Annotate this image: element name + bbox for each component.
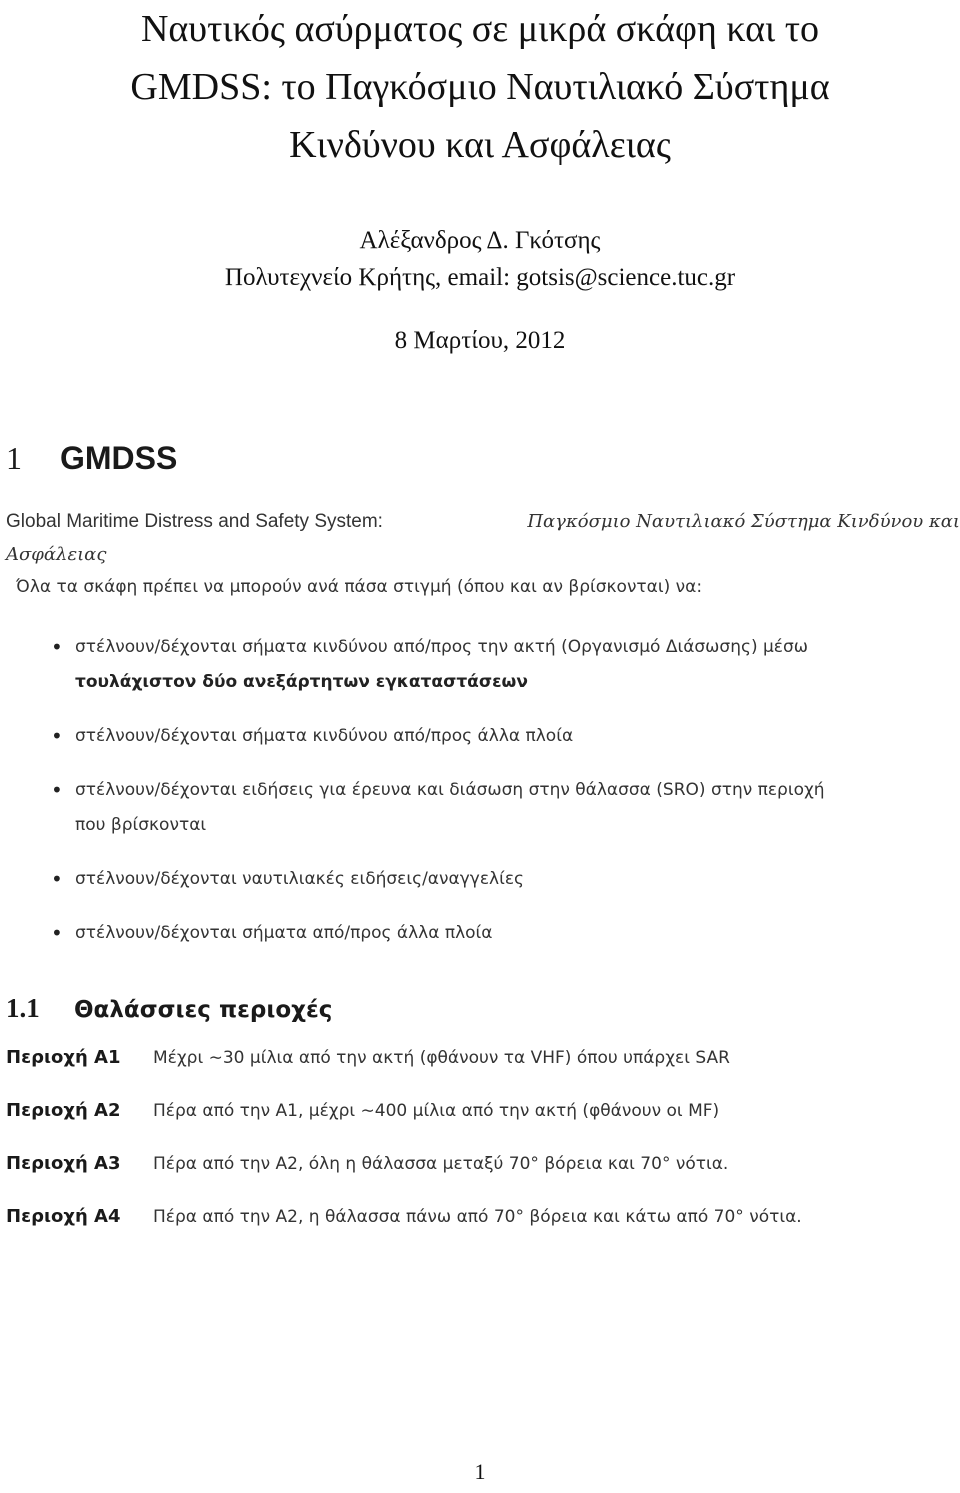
author-affiliation: Πολυτεχνείο Κρήτης, email: gotsis@science.tuc.gr [224, 264, 736, 291]
sea-area-label: Περιοχή A1 [6, 1047, 121, 1068]
sea-area-label: Περιοχή A3 [6, 1153, 121, 1174]
intro-greek-translation: Παγκόσμιο Ναυτιλιακό Σύστημα Κινδύνου και [527, 511, 960, 532]
intro-greek-translation-cont: Ασφάλειας [6, 544, 107, 565]
section-intro [6, 505, 960, 604]
sea-area-description: Πέρα από την A1, μέχρι ∼400 μίλια από την ακτή (φθάνουν οι MF) [153, 1101, 720, 1121]
intro-lead-text: Όλα τα σκάφη πρέπει να μπορούν ανά πάσα στιγμή (όπου και αν βρίσκονται) να: [16, 577, 703, 597]
document-title [20, 0, 940, 174]
page-number: 1 [474, 1459, 486, 1484]
bullet-icon: • [51, 867, 63, 891]
bullet-icon: • [51, 778, 63, 802]
list-item [6, 862, 960, 897]
section-number: 1 [6, 440, 22, 476]
requirements-list [6, 630, 960, 970]
list-item [6, 773, 960, 843]
author-block [20, 222, 940, 296]
sea-area-row [6, 1197, 960, 1250]
section-heading [6, 435, 177, 481]
list-item-text-emphasis: τουλάχιστον δύο ανεξάρτητων εγκαταστάσεων [75, 672, 528, 692]
bullet-icon: • [51, 921, 63, 945]
list-item [6, 719, 960, 754]
sea-area-description: Πέρα από την A2, όλη η θάλασσα μεταξύ 70° βόρεια και 70° νότια. [153, 1154, 729, 1174]
sea-areas-list [6, 1038, 960, 1250]
list-item [6, 916, 960, 951]
list-item-text: στέλνουν/δέχονται σήματα κινδύνου από/προς την ακτή (Οργανισμό Διάσωσης) μέσω [75, 637, 808, 657]
sea-area-description: Πέρα από την A2, η θάλασσα πάνω από 70° βόρεια και κάτω από 70° νότια. [153, 1207, 802, 1227]
list-item-text: στέλνουν/δέχονται σήματα κινδύνου από/προς άλλα πλοία [75, 726, 574, 746]
subsection-title: Θαλάσσιες περιοχές [74, 997, 333, 1023]
list-item-text: στέλνουν/δέχονται σήματα από/προς άλλα πλοία [75, 923, 493, 943]
intro-line [6, 538, 960, 571]
title-line: Ναυτικός ασύρματος σε μικρά σκάφη και το [140, 8, 820, 50]
bullet-icon: • [51, 724, 63, 748]
sea-area-description: Μέχρι ∼30 μίλια από την ακτή (φθάνουν τα VHF) όπου υπάρχει SAR [153, 1048, 730, 1068]
title-line: Κινδύνου και Ασφάλειας [289, 124, 671, 166]
subsection-heading [6, 988, 332, 1030]
sea-area-row [6, 1144, 960, 1197]
section-title: GMDSS [60, 440, 178, 476]
subsection-number: 1.1 [6, 993, 40, 1023]
bullet-icon: • [51, 635, 63, 659]
intro-english: Global Maritime Distress and Safety System: [6, 511, 383, 532]
list-item [6, 630, 960, 700]
document-date: 8 Μαρτίου, 2012 [394, 327, 566, 354]
sea-area-label: Περιοχή A2 [6, 1100, 121, 1121]
intro-line [6, 505, 960, 538]
list-item-text: στέλνουν/δέχονται ναυτιλιακές ειδήσεις/αναγγελίες [75, 869, 524, 889]
title-line: GMDSS: το Παγκόσμιο Ναυτιλιακό Σύστημα [130, 66, 830, 108]
author-name: Αλέξανδρος Δ. Γκότσης [359, 227, 601, 254]
list-item-text: στέλνουν/δέχονται ειδήσεις για έρευνα και διάσωση στην θάλασσα (SRO) στην περιοχή [75, 780, 825, 800]
sea-area-row [6, 1091, 960, 1144]
list-item-text: που βρίσκονται [75, 815, 207, 835]
sea-area-row [6, 1038, 960, 1091]
sea-area-label: Περιοχή A4 [6, 1206, 121, 1227]
